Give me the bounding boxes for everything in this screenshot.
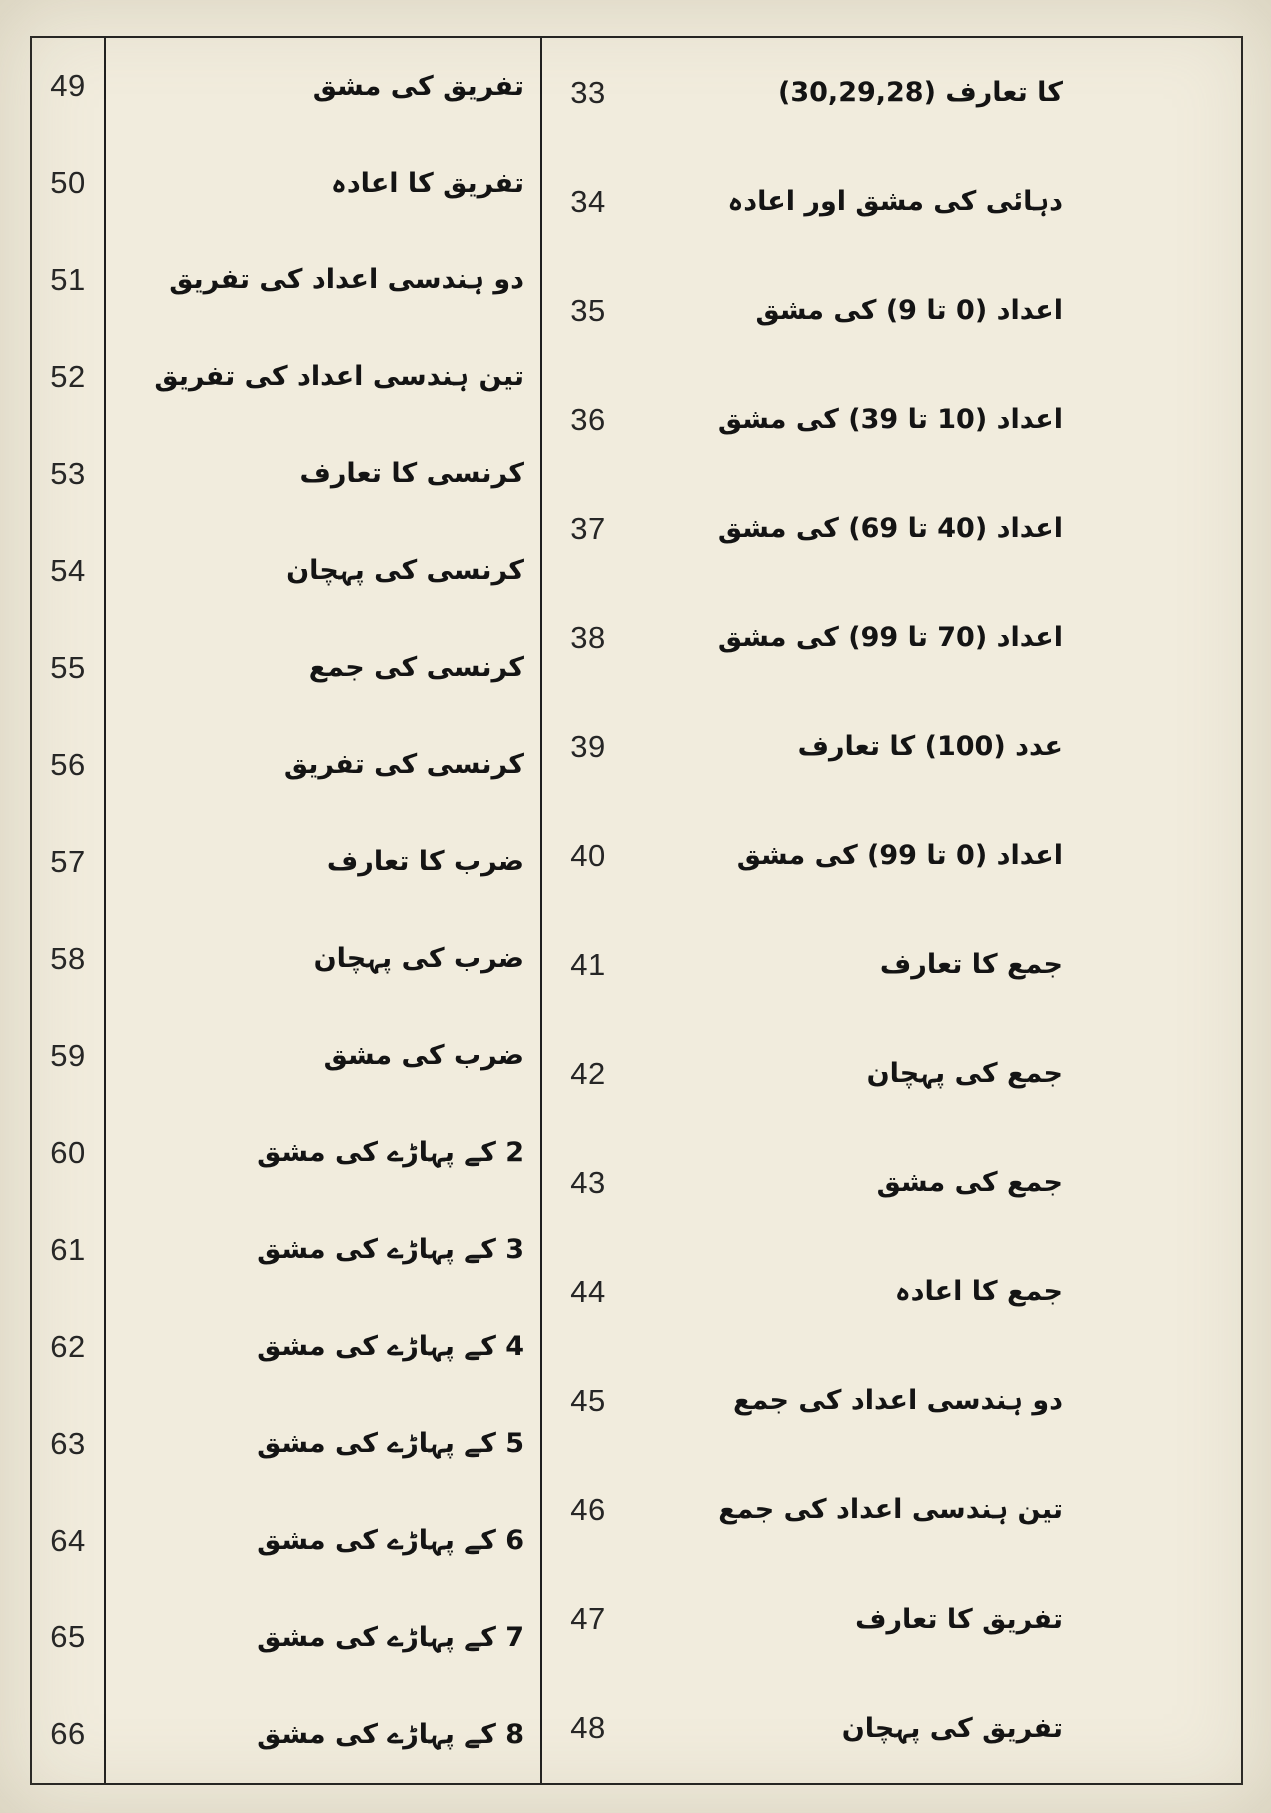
lesson-number: 47 [570, 1601, 606, 1637]
toc-row [32, 329, 540, 426]
lesson-title-cell [634, 801, 1241, 910]
toc-row [32, 1007, 540, 1104]
lesson-title: اعداد (0 تا 9) کی مشق [755, 294, 1063, 326]
lesson-number: 52 [32, 329, 106, 426]
page-frame [30, 36, 1243, 1785]
toc-row [542, 692, 1241, 801]
toc-row [32, 1201, 540, 1298]
lesson-title: جمع کی مشق [876, 1167, 1063, 1199]
lesson-title-cell [106, 329, 540, 426]
lesson-title: اعداد (40 تا 69) کی مشق [717, 512, 1063, 544]
lesson-title: 8 کے پہاڑے کی مشق [257, 1718, 524, 1750]
lesson-title: تفریق کی مشق [312, 70, 524, 102]
lesson-title-cell [634, 911, 1241, 1020]
lesson-number: 48 [570, 1710, 606, 1746]
toc-row [542, 1238, 1241, 1347]
lesson-number: 39 [570, 728, 606, 764]
lesson-title: دو ہندسی اعداد کی جمع [733, 1385, 1063, 1417]
toc-row [32, 426, 540, 523]
lesson-number: 46 [570, 1492, 606, 1528]
lesson-title: تفریق کی پہچان [841, 1712, 1063, 1744]
toc-row [542, 1565, 1241, 1674]
lesson-number: 40 [570, 837, 606, 873]
lesson-number: 63 [32, 1395, 106, 1492]
toc-row [32, 814, 540, 911]
toc-row [542, 801, 1241, 910]
lesson-title-cell [634, 583, 1241, 692]
lesson-number: 62 [32, 1298, 106, 1395]
lesson-number: 33 [570, 74, 606, 110]
lesson-title-cell [634, 38, 1241, 147]
lesson-number: 65 [32, 1589, 106, 1686]
lesson-title: کرنسی کی جمع [308, 652, 524, 684]
lesson-title: 4 کے پہاڑے کی مشق [257, 1330, 524, 1362]
toc-row [542, 365, 1241, 474]
toc-row [32, 1104, 540, 1201]
lesson-title-cell [634, 147, 1241, 256]
lesson-number: 50 [32, 135, 106, 232]
toc-row [542, 1020, 1241, 1129]
toc-row [32, 1492, 540, 1589]
lesson-title-cell [106, 1104, 540, 1201]
toc-section-left [32, 38, 542, 1783]
lesson-number: 58 [32, 910, 106, 1007]
lesson-number: 42 [570, 1056, 606, 1092]
lesson-title: جمع کی پہچان [866, 1058, 1063, 1090]
lesson-number: 34 [570, 183, 606, 219]
lesson-title: عدد (100) کا تعارف [797, 731, 1063, 763]
lesson-number: 55 [32, 620, 106, 717]
lesson-title: 3 کے پہاڑے کی مشق [257, 1233, 524, 1265]
lesson-number: 64 [32, 1492, 106, 1589]
lesson-title: دہائی کی مشق اور اعادہ [727, 185, 1063, 217]
lesson-title-cell [106, 38, 540, 135]
lesson-title-cell [106, 1686, 540, 1783]
lesson-title-cell [634, 365, 1241, 474]
lesson-number: 54 [32, 523, 106, 620]
toc-row [542, 1456, 1241, 1565]
lesson-title: تفریق کا تعارف [855, 1603, 1063, 1635]
toc-row [32, 1589, 540, 1686]
lesson-title-cell [106, 1007, 540, 1104]
toc-row [32, 135, 540, 232]
toc-row [542, 147, 1241, 256]
toc-row [542, 256, 1241, 365]
lesson-number: 59 [32, 1007, 106, 1104]
lesson-title-cell [634, 474, 1241, 583]
toc-row [542, 1674, 1241, 1783]
toc-row [32, 910, 540, 1007]
lesson-title-cell [106, 1589, 540, 1686]
toc-row [542, 911, 1241, 1020]
lesson-title: 2 کے پہاڑے کی مشق [257, 1136, 524, 1168]
lesson-number: 56 [32, 717, 106, 814]
lesson-title-cell [634, 1238, 1241, 1347]
lesson-title: تین ہندسی اعداد کی تفریق [154, 361, 524, 393]
lesson-title: کرنسی کی تفریق [283, 749, 524, 781]
lesson-title: 5 کے پہاڑے کی مشق [257, 1427, 524, 1459]
lesson-title-cell [106, 717, 540, 814]
toc-row [32, 232, 540, 329]
lesson-title: کرنسی کی پہچان [286, 555, 524, 587]
lesson-title-cell [634, 256, 1241, 365]
lesson-number: 61 [32, 1201, 106, 1298]
lesson-title-cell [634, 1347, 1241, 1456]
lesson-title-cell [106, 620, 540, 717]
toc-row [542, 474, 1241, 583]
lesson-title-cell [634, 692, 1241, 801]
lesson-title: کا تعارف (30,29,28) [778, 76, 1063, 108]
lesson-title: اعداد (10 تا 39) کی مشق [717, 403, 1063, 435]
lesson-title: ضرب کا تعارف [326, 846, 524, 878]
lesson-number: 57 [32, 814, 106, 911]
toc-row [32, 717, 540, 814]
toc-row [542, 583, 1241, 692]
lesson-title: 6 کے پہاڑے کی مشق [257, 1524, 524, 1556]
lesson-title: جمع کا تعارف [879, 949, 1063, 981]
toc-row [32, 620, 540, 717]
lesson-title: اعداد (0 تا 99) کی مشق [736, 840, 1063, 872]
lesson-title-cell [634, 1674, 1241, 1783]
lesson-number: 60 [32, 1104, 106, 1201]
toc-row [542, 1347, 1241, 1456]
lesson-title: تین ہندسی اعداد کی جمع [718, 1494, 1063, 1526]
toc-row [32, 38, 540, 135]
lesson-title-cell [106, 1201, 540, 1298]
lesson-number: 66 [32, 1686, 106, 1783]
lesson-title: جمع کا اعادہ [894, 1276, 1063, 1308]
lesson-title-cell [634, 1565, 1241, 1674]
lesson-title-cell [634, 1456, 1241, 1565]
toc-row [32, 1686, 540, 1783]
lesson-number: 49 [32, 38, 106, 135]
lesson-title: تفریق کا اعادہ [331, 167, 524, 199]
lesson-title: 7 کے پہاڑے کی مشق [257, 1621, 524, 1653]
lesson-title: ضرب کی مشق [323, 1039, 524, 1071]
lesson-title-cell [106, 1395, 540, 1492]
lesson-number: 44 [570, 1274, 606, 1310]
lesson-number: 38 [570, 619, 606, 655]
lesson-number: 35 [570, 292, 606, 328]
lesson-title-cell [106, 523, 540, 620]
lesson-number: 37 [570, 510, 606, 546]
toc-section-right [542, 38, 1241, 1783]
lesson-number: 41 [570, 947, 606, 983]
lesson-title: دو ہندسی اعداد کی تفریق [169, 264, 524, 296]
lesson-title-cell [106, 232, 540, 329]
toc-row [32, 1298, 540, 1395]
toc-row [542, 38, 1241, 147]
lesson-number: 51 [32, 232, 106, 329]
lesson-number: 43 [570, 1165, 606, 1201]
lesson-title-cell [634, 1129, 1241, 1238]
lesson-title-cell [106, 814, 540, 911]
toc-row [32, 1395, 540, 1492]
lesson-title: اعداد (70 تا 99) کی مشق [717, 621, 1063, 653]
toc-row [542, 1129, 1241, 1238]
lesson-title-cell [106, 910, 540, 1007]
lesson-number: 36 [570, 401, 606, 437]
lesson-number: 45 [570, 1383, 606, 1419]
lesson-title: ضرب کی پہچان [313, 943, 524, 975]
toc-row [32, 523, 540, 620]
lesson-title-cell [106, 1492, 540, 1589]
lesson-title: کرنسی کا تعارف [299, 458, 524, 490]
lesson-title-cell [106, 426, 540, 523]
lesson-title-cell [106, 135, 540, 232]
lesson-number: 53 [32, 426, 106, 523]
lesson-title-cell [634, 1020, 1241, 1129]
lesson-title-cell [106, 1298, 540, 1395]
